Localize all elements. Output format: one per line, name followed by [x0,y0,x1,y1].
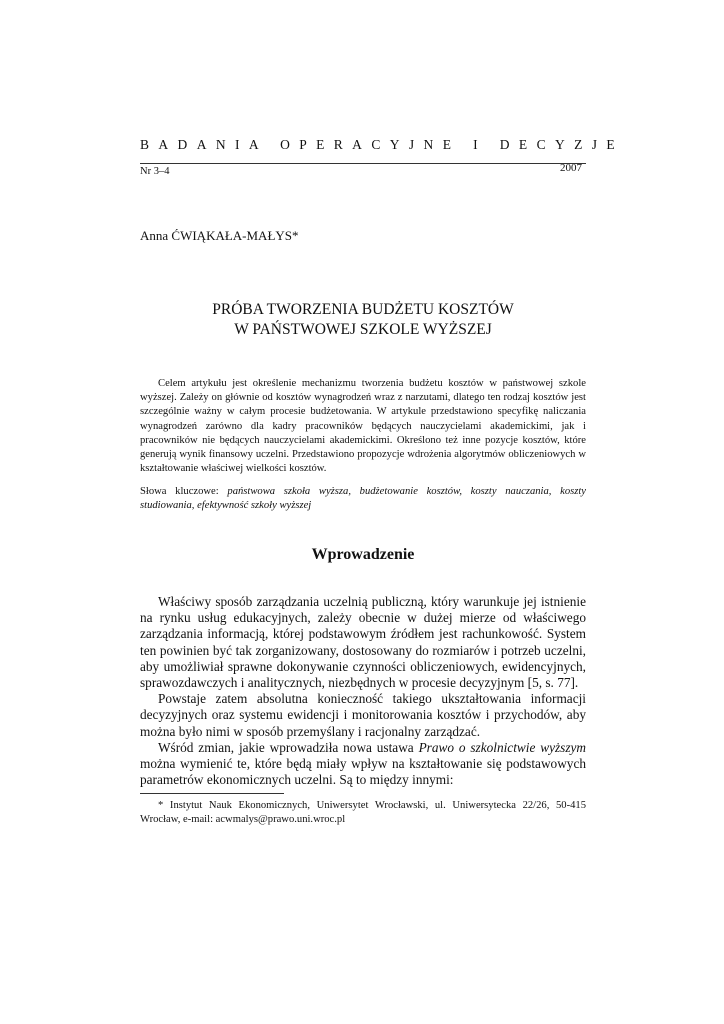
keywords-label: Słowa kluczowe: [140,486,219,497]
journal-title: BADANIA OPERACYJNE I DECYZJE [140,137,625,152]
paragraph-3 [140,740,586,789]
abstract: Celem artykułu jest określenie mechanizmu tworzenia budżetu kosztów w państwowej szkole wyższej. Zależy on głównie od kosztów wynagrodzeń wraz z narzutami, dlatego ten rodzaj kosztów jest szczególnie ważny w całym procesie budżetowania. W artykule przedstawiono specyfikę naliczania wynagrodzeń zarówno dla kadry pracowników będących nauczycielami akademickimi, jak i pracowników nie będących nauczycielami akademickimi. Określono też inne pozycje kosztów, które generują wynik finansowy uczelni. Przedstawiono propozycje wdrożenia algorytmów obliczeniowych w kształtowanie właściwej wielkości kosztów. [140,378,586,475]
paragraph-1: Właściwy sposób zarządzania uczelnią publiczną, który warunkuje jej istnienie na rynku usług edukacyjnych, zależy obecnie w dużej mierze od właściwego zarządzania informacją, której podstawowym źródłem jest rachunkowość. System ten powinien być tak zorganizowany, dostosowany do rozmiarów i potrzeb uczelni, aby umożliwiał sprawne dokonywanie czynności obliczeniowych, ewidencyjnych, sprawozdawczych i analitycznych, niezbędnych w procesie decyzyjnym [5, s. 77]. [140,594,586,691]
body-text [140,594,586,788]
keywords [140,485,586,513]
article-title-line-2: W PAŃSTWOWEJ SZKOLE WYŻSZEJ [234,321,492,338]
author-name: Anna ĆWIĄKAŁA-MAŁYS* [140,228,299,243]
article-title-line-1: PRÓBA TWORZENIA BUDŻETU KOSZTÓW [212,301,514,318]
footnote: * Instytut Nauk Ekonomicznych, Uniwersytet Wrocławski, ul. Uniwersytecka 22/26, 50-415 Wrocław, e-mail: acwmalys@prawo.uni.wroc.pl [140,800,586,825]
issue-number: Nr 3–4 [140,166,170,177]
law-title: Prawo o szkolnictwie wyższym [418,739,586,755]
publication-year: 2007 [560,162,582,174]
paragraph-3-start: Wśród zmian, jakie wprowadziła nowa ustawa [158,739,419,755]
article-title [140,300,586,340]
section-heading: Wprowadzenie [311,546,415,563]
keywords-values: państwowa szkoła wyższa, budżetowanie kosztów, koszty nauczania, koszty studiowania, efektywność szkoły wyższej [140,486,587,511]
paragraph-2: Powstaje zatem absolutna konieczność takiego ukształtowania informacji decyzyjnych oraz systemu ewidencji i monitorowania kosztów i przychodów, aby można było nimi w sposób przemyślany i racjonalny zarządzać. [140,691,586,739]
paragraph-3-end: można wymienić te, które będą miały wpływ na kształtowanie się podstawowych parametrów ekonomicznych uczelni. Są to między innymi: [140,756,586,788]
footnote-rule [140,793,284,794]
header-rule [140,163,586,164]
